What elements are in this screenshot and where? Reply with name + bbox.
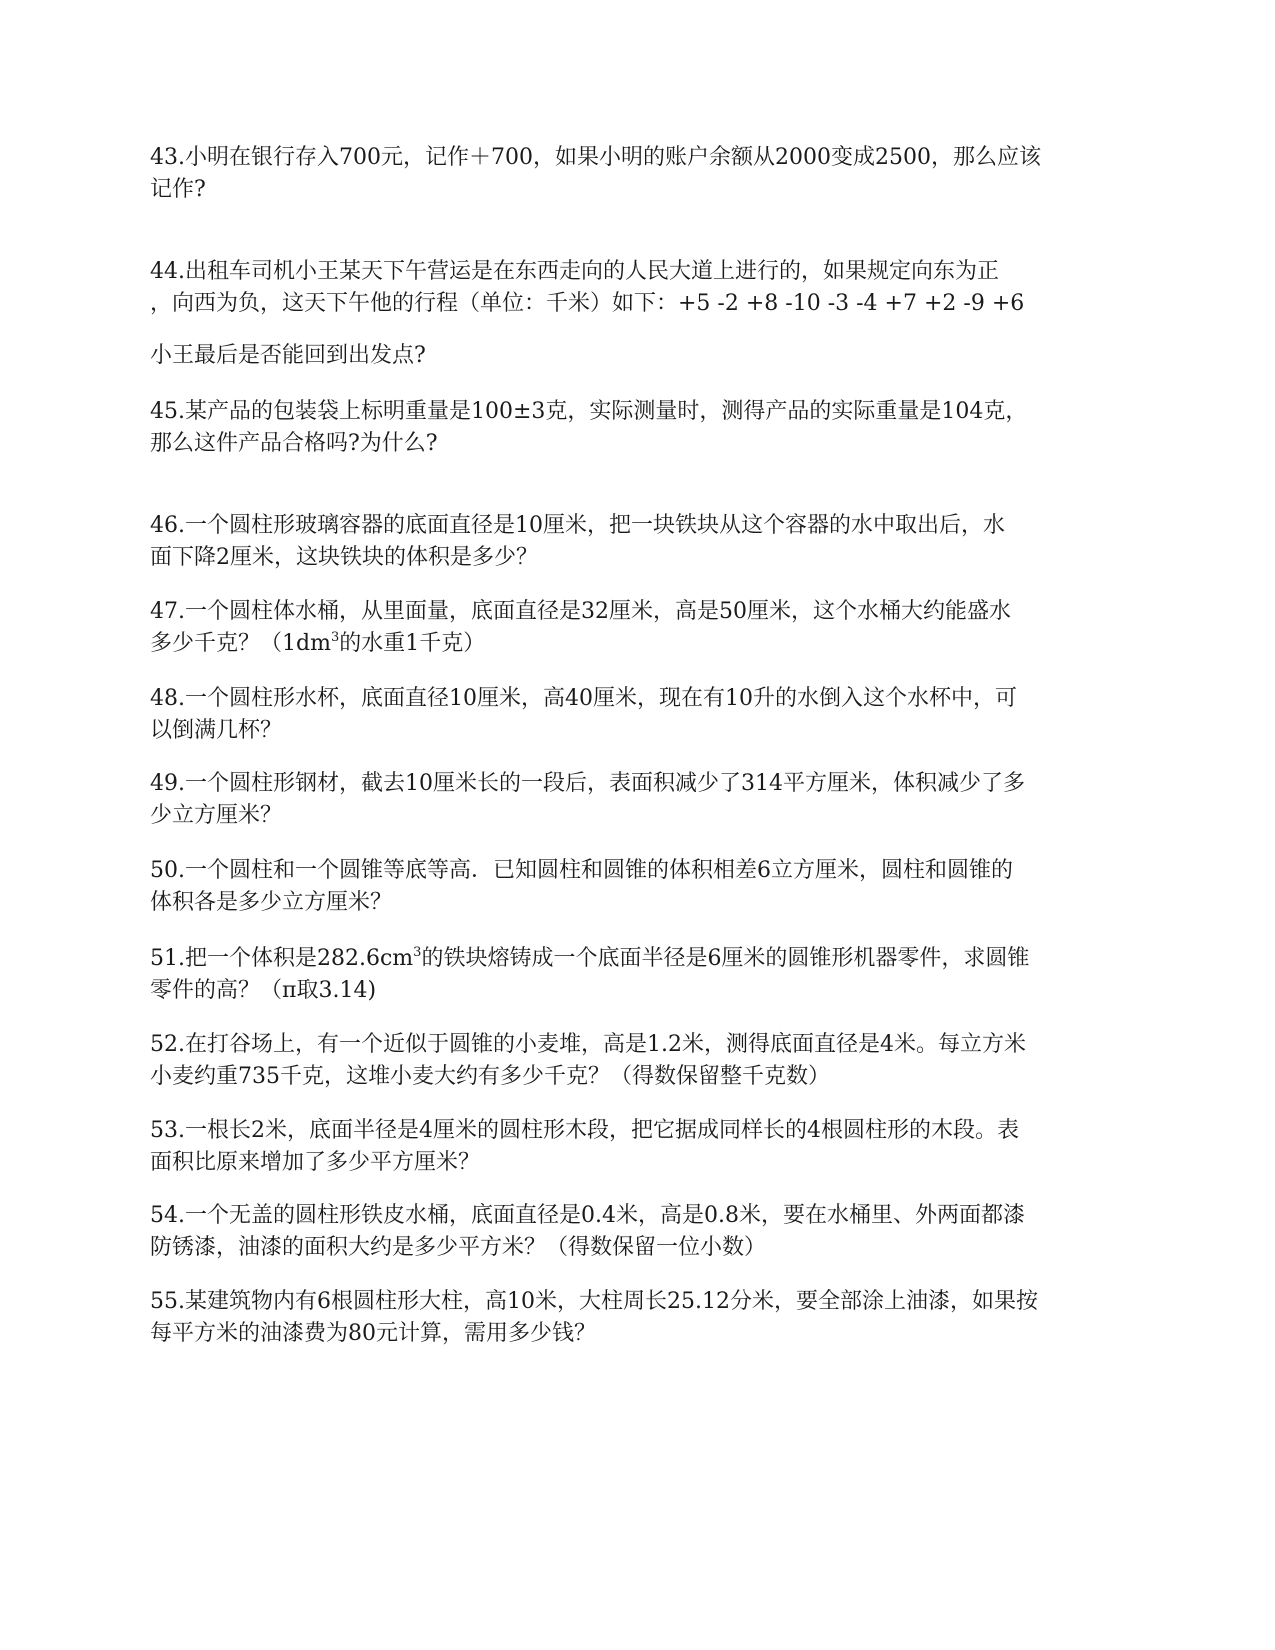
question-text-line: 体积各是多少立方厘米？ — [150, 890, 393, 915]
question-48 — [150, 683, 1130, 747]
question-text-line: 54.一个无盖的圆柱形铁皮水桶，底面直径是0.4米，高是0.8米，要在水桶里、外两面都漆 — [150, 1203, 1025, 1228]
question-43 — [150, 142, 1130, 206]
question-text-line: 47.一个圆柱体水桶，从里面量，底面直径是32厘米，高是50厘米，这个水桶大约能盛水 — [150, 599, 1011, 624]
question-55 — [150, 1286, 1130, 1350]
question-50 — [150, 855, 1130, 919]
question-54 — [150, 1200, 1130, 1264]
question-text-line: ，向西为负，这天下午他的行程（单位：千米）如下：+5 -2 +8 -10 -3 -4 +7 +2 -9 +6 — [150, 291, 1025, 316]
question-text-line: 小麦约重735千克，这堆小麦大约有多少千克？（得数保留整千克数） — [150, 1064, 830, 1089]
question-47 — [150, 596, 1130, 660]
question-text-line — [150, 628, 1130, 660]
question-text-line: 那么这件产品合格吗?为什么? — [150, 431, 438, 456]
question-text-segment: 多少千克？（1dm — [150, 631, 331, 656]
question-text-line: 50.一个圆柱和一个圆锥等底等高．已知圆柱和圆锥的体积相差6立方厘米，圆柱和圆锥的 — [150, 858, 1013, 883]
question-49 — [150, 768, 1130, 832]
question-text-line: 少立方厘米？ — [150, 803, 283, 828]
superscript: 3 — [413, 945, 422, 960]
question-text-line — [150, 943, 1130, 975]
superscript: 3 — [330, 630, 340, 645]
question-45 — [150, 396, 1130, 460]
question-text-segment: 的水重1千克） — [339, 631, 486, 656]
question-text-line: 以倒满几杯？ — [150, 718, 283, 743]
question-text-line: 43.小明在银行存入700元，记作＋700，如果小明的账户余额从2000变成2500，那么应该 — [150, 145, 1041, 170]
question-text-segment: 的铁块熔铸成一个底面半径是6厘米的圆锥形机器零件，求圆锥 — [421, 946, 1030, 971]
question-text-line: 记作? — [150, 177, 206, 202]
question-text-line: 防锈漆，油漆的面积大约是多少平方米？（得数保留一位小数） — [150, 1235, 767, 1260]
question-text-segment: 51.把一个体积是282.6cm — [150, 946, 414, 971]
question-text-line: 小王最后是否能回到出发点? — [150, 343, 426, 368]
question-51 — [150, 943, 1130, 1007]
question-text-line: 44.出租车司机小王某天下午营运是在东西走向的人民大道上进行的，如果规定向东为正 — [150, 259, 999, 284]
question-44 — [150, 256, 1130, 320]
question-text-line: 55.某建筑物内有6根圆柱形大柱，高10米，大柱周长25.12分米，要全部涂上油漆，如果按 — [150, 1289, 1038, 1314]
question-text-line: 每平方米的油漆费为80元计算，需用多少钱？ — [150, 1321, 596, 1346]
question-52 — [150, 1029, 1130, 1093]
question-46 — [150, 510, 1130, 574]
question-text-line: 52.在打谷场上，有一个近似于圆锥的小麦堆，高是1.2米，测得底面直径是4米。每立方米 — [150, 1032, 1026, 1057]
question-text-line: 49.一个圆柱形钢材，截去10厘米长的一段后，表面积减少了314平方厘米，体积减少了多 — [150, 771, 1025, 796]
question-text-line: 面下降2厘米，这块铁块的体积是多少？ — [150, 545, 538, 570]
question-44-followup — [150, 340, 1130, 372]
question-text-line: 48.一个圆柱形水杯，底面直径10厘米，高40厘米，现在有10升的水倒入这个水杯中，可 — [150, 686, 1017, 711]
question-text-line: 零件的高？（π取3.14) — [150, 978, 377, 1003]
question-text-line: 面积比原来增加了多少平方厘米？ — [150, 1150, 481, 1175]
question-text-line: 45.某产品的包装袋上标明重量是100±3克，实际测量时，测得产品的实际重量是104克， — [150, 399, 1028, 424]
question-text-line: 46.一个圆柱形玻璃容器的底面直径是10厘米，把一块铁块从这个容器的水中取出后，水 — [150, 513, 1005, 538]
question-text-line: 53.一根长2米，底面半径是4厘米的圆柱形木段，把它据成同样长的4根圆柱形的木段。表 — [150, 1118, 1019, 1143]
question-53 — [150, 1115, 1130, 1179]
